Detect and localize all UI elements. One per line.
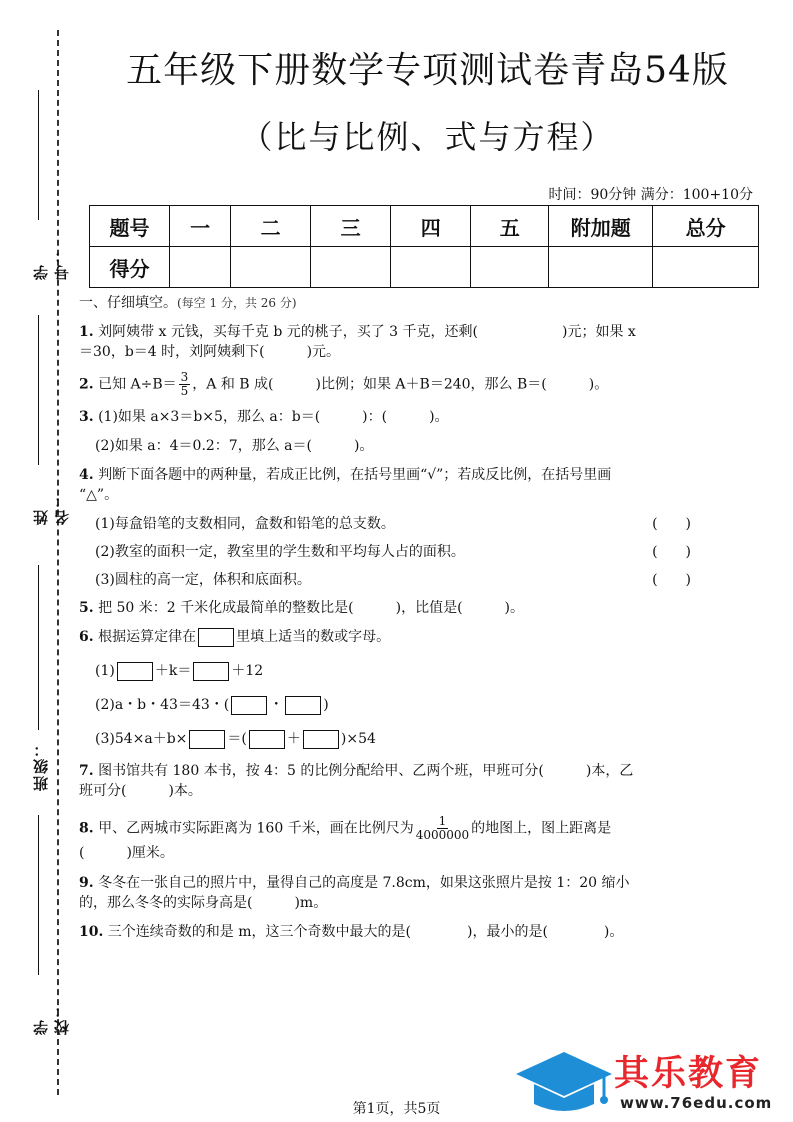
- score-header-cell: 五: [471, 206, 549, 247]
- question-3: [79, 407, 691, 427]
- question-number: 5.: [79, 600, 94, 616]
- question-text: ，A 和 B 成( )比例；如果 A＋B＝240，那么 B＝( )。: [192, 376, 609, 393]
- page-title: 五年级下册数学专项测试卷青岛54版: [126, 50, 729, 91]
- score-cell[interactable]: [653, 247, 759, 288]
- question-6: [79, 627, 691, 647]
- question-text: ( )厘米。: [79, 845, 174, 861]
- question-text: 刘阿姨带 x 元钱，买每千克 b 元的桃子，买了 3 千克，还剩( )元；如果 x: [93, 324, 636, 340]
- school-label: 学校：: [32, 1001, 71, 1035]
- question-5: [79, 598, 691, 618]
- question-text: 三个连续奇数的和是 m，这三个奇数中最大的是( )，最小的是( )。: [103, 924, 624, 940]
- question-6-sub-2: [95, 695, 691, 715]
- question-8: [79, 815, 691, 864]
- question-text: 里填上适当的数或字母。: [236, 629, 391, 645]
- question-9: [79, 873, 691, 913]
- question-text: 把 50 米：2 千米化成最简单的整数比是( )，比值是( )。: [93, 600, 524, 616]
- score-table-score-row: [90, 247, 759, 288]
- student-id-label: 学号：: [32, 246, 71, 280]
- fraction-numerator: 1: [438, 814, 447, 828]
- questions-section: [79, 293, 691, 951]
- student-id-line: [38, 90, 39, 220]
- section-note: (每空 1 分，共 26 分): [177, 296, 297, 310]
- judge-item: [95, 514, 691, 534]
- sub-text: ＋12: [231, 663, 264, 679]
- score-header-cell: 题号: [90, 206, 170, 247]
- student-id-field: [14, 90, 71, 280]
- question-text: (1)如果 a×3＝b×5，那么 a：b＝( )：( )。: [93, 409, 449, 425]
- brand-url: www.76edu.com: [620, 1094, 773, 1112]
- sub-text: (3)54×a＋b×: [95, 731, 188, 747]
- answer-box[interactable]: [117, 662, 153, 681]
- question-text: 的地图上，图上距离是: [471, 820, 612, 837]
- question-text: ＝30，b＝4 时，刘阿姨剩下( )元。: [79, 344, 341, 360]
- school-field: [14, 815, 71, 1035]
- judge-item: [95, 570, 691, 590]
- question-text: 判断下面各题中的两种量，若成正比例，在括号里画“√”；若成反比例，在括号里画: [93, 467, 612, 483]
- question-6-sub-1: [95, 661, 691, 681]
- section-title: 一、仔细填空。: [79, 295, 177, 311]
- answer-box[interactable]: [189, 730, 225, 749]
- brand-name: 其乐教育: [614, 1054, 763, 1094]
- question-number: 4.: [79, 467, 94, 483]
- question-text: 甲、乙两城市实际距离为 160 千米，画在比例尺为: [93, 820, 414, 837]
- answer-box[interactable]: [285, 696, 321, 715]
- question-text: “△”。: [79, 487, 119, 503]
- question-number: 1.: [79, 324, 94, 340]
- question-number: 10.: [79, 924, 104, 940]
- question-text: 的，那么冬冬的实际身高是( )m。: [79, 895, 328, 911]
- score-table-header-row: [90, 206, 759, 247]
- exam-meta: 时间：90分钟 满分：100+10分: [548, 187, 753, 203]
- page-footer: 第1页，共5页: [352, 1101, 441, 1117]
- fraction: [179, 371, 191, 398]
- score-table: [89, 205, 759, 288]
- sub-text: ＋k＝: [154, 663, 192, 679]
- question-4: [79, 465, 691, 505]
- question-10: [79, 922, 691, 942]
- question-number: 9.: [79, 875, 94, 891]
- question-number: 3.: [79, 409, 94, 425]
- score-header-cell: 四: [391, 206, 471, 247]
- fraction-numerator: 3: [180, 370, 189, 384]
- question-6-sub-3: [95, 729, 691, 749]
- question-text: 图书馆共有 180 本书，按 4：5 的比例分配给甲、乙两个班，甲班可分( )本，乙: [93, 763, 634, 779]
- answer-box[interactable]: [231, 696, 267, 715]
- sub-text: ): [323, 697, 329, 713]
- question-text: 班可分( )本。: [79, 783, 202, 799]
- question-1: [79, 322, 691, 362]
- fraction-denominator: 5: [180, 384, 189, 398]
- score-header-cell: 二: [231, 206, 311, 247]
- score-header-cell: 三: [311, 206, 391, 247]
- score-cell[interactable]: [471, 247, 549, 288]
- question-3-sub-2: (2)如果 a：4＝0.2：7，那么 a＝( )。: [95, 438, 374, 454]
- score-row-label: 得分: [90, 247, 170, 288]
- judge-item: [95, 542, 691, 562]
- score-header-cell: 总分: [653, 206, 759, 247]
- answer-box[interactable]: [249, 730, 285, 749]
- answer-box[interactable]: [193, 662, 229, 681]
- score-cell[interactable]: [170, 247, 231, 288]
- judge-item-text: (3)圆柱的高一定，体积和底面积。: [95, 572, 311, 588]
- sub-text: )×54: [340, 731, 376, 747]
- sub-text: (2)a・b・43＝43・(: [95, 697, 230, 713]
- sub-text: (1): [95, 663, 115, 679]
- class-label: 班级：: [32, 740, 50, 791]
- judge-answer-paren[interactable]: ( ): [652, 544, 691, 560]
- judge-answer-paren[interactable]: ( ): [652, 516, 691, 532]
- score-cell[interactable]: [391, 247, 471, 288]
- score-cell[interactable]: [311, 247, 391, 288]
- fraction: [416, 815, 469, 842]
- question-7: [79, 761, 691, 801]
- student-name-line: [38, 315, 39, 465]
- sub-text: ＋: [286, 731, 301, 747]
- fraction-denominator: 4000000: [415, 828, 470, 842]
- student-name-field: [14, 315, 71, 525]
- sub-text: ・: [269, 697, 284, 713]
- answer-box[interactable]: [303, 730, 339, 749]
- judge-item-text: (2)教室的面积一定，教室里的学生数和平均每人占的面积。: [95, 544, 465, 560]
- question-text: 根据运算定律在: [93, 629, 197, 645]
- score-header-cell: 附加题: [549, 206, 653, 247]
- question-2: [79, 371, 691, 398]
- question-number: 2.: [79, 376, 94, 393]
- school-line: [38, 815, 39, 975]
- question-text: 已知 A÷B＝: [93, 376, 177, 393]
- student-name-label: 姓名：: [32, 491, 71, 525]
- section-heading: [79, 293, 691, 313]
- score-header-cell: 一: [170, 206, 231, 247]
- judge-answer-paren[interactable]: ( ): [652, 572, 691, 588]
- judge-item-text: (1)每盒铅笔的支数相同，盒数和铅笔的总支数。: [95, 516, 395, 532]
- page-subtitle: （比与比例、式与方程）: [240, 118, 615, 156]
- question-number: 7.: [79, 763, 94, 779]
- score-cell[interactable]: [231, 247, 311, 288]
- question-number: 8.: [79, 820, 94, 837]
- class-line: [38, 565, 39, 730]
- question-number: 6.: [79, 629, 94, 645]
- class-field: [14, 565, 60, 795]
- score-cell[interactable]: [549, 247, 653, 288]
- answer-box: [198, 628, 234, 647]
- sub-text: ＝(: [227, 731, 247, 747]
- question-text: 冬冬在一张自己的照片中，量得自己的高度是 7.8cm，如果这张照片是按 1：20 缩小: [93, 875, 630, 891]
